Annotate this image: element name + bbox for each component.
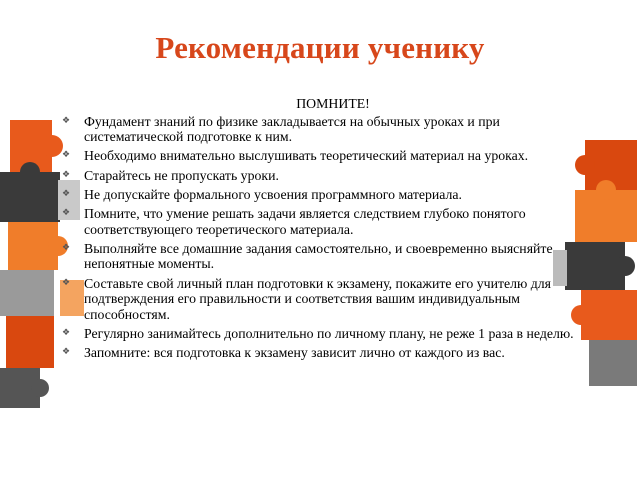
list-item-text: Регулярно занимайтесь дополнительно по личному плану, не реже 1 раза в неделю.: [84, 325, 574, 341]
diamond-icon: ❖: [62, 168, 71, 179]
diamond-icon: ❖: [62, 276, 71, 287]
diamond-icon: ❖: [62, 114, 71, 125]
list-item: [60, 241, 592, 272]
list-item-text: Необходимо внимательно выслушивать теоретический материал на уроках.: [84, 148, 529, 164]
list-item: [60, 326, 592, 342]
list-item: [60, 148, 592, 164]
list-item: [60, 206, 592, 237]
diamond-icon: ❖: [62, 241, 71, 252]
list-item-text: Выполняйте все домашние задания самостоятельно, и своевременно выясняйте непонятные моменты.: [84, 240, 553, 272]
list-item-text: Запомните: вся подготовка к экзамену зависит лично от каждого из вас.: [84, 345, 505, 361]
diamond-icon: ❖: [62, 346, 71, 357]
list-item: [60, 114, 592, 145]
diamond-icon: ❖: [62, 149, 71, 160]
list-item: [60, 345, 592, 361]
diamond-icon: ❖: [62, 206, 71, 217]
list-item-text: Старайтесь не пропускать уроки.: [84, 167, 279, 183]
slide-title: Рекомендации ученику: [155, 30, 485, 65]
recommendation-list: [60, 114, 592, 361]
diamond-icon: ❖: [62, 326, 71, 337]
list-item: [60, 168, 592, 184]
list-item-text: Помните, что умение решать задачи является следствием глубоко понятого соответствующего теоретического материала.: [84, 205, 526, 237]
slide-subtitle: ПОМНИТЕ!: [296, 96, 370, 111]
slide-content: [60, 96, 592, 364]
list-item-text: Не допускайте формального усвоения программного материала.: [84, 186, 462, 202]
list-item-text: Составьте свой личный план подготовки к экзамену, покажите его учителю для подтверждения его правильности и соответствия вашим индивидуальным способностям.: [84, 275, 551, 322]
list-item-text: Фундамент знаний по физике закладывается на обычных уроках и при систематической подготовке к ним.: [84, 113, 500, 145]
list-item: [60, 187, 592, 203]
diamond-icon: ❖: [62, 187, 71, 198]
list-item: [60, 276, 592, 323]
